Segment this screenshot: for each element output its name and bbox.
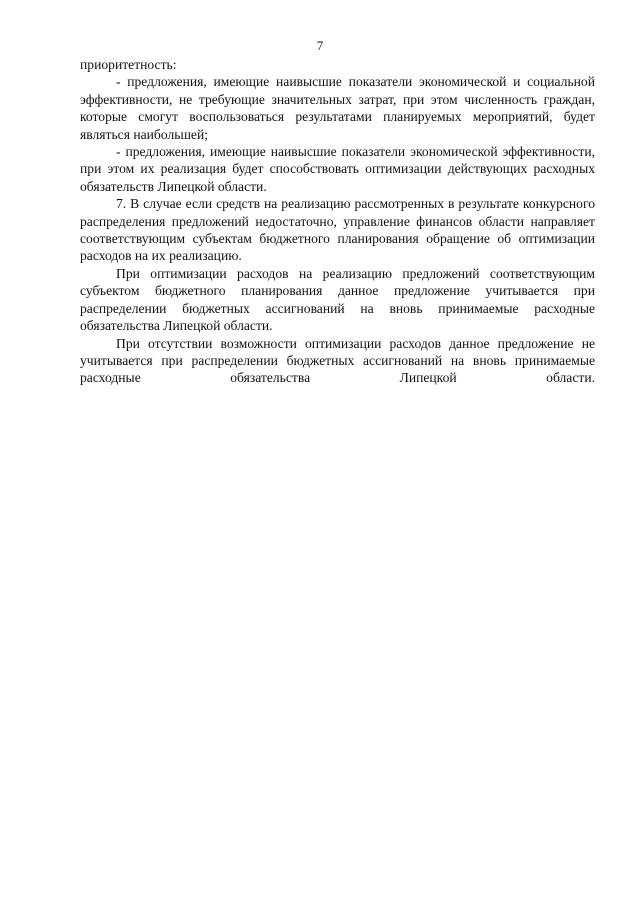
paragraph-clause-7: 7. В случае если средств на реализацию рассмотренных в результате конкурсного распределения предложений недостаточно, управление финансов области направляет соответствующим субъектам бюджетного планирования обращение об оптимизации расходов на их реализацию.	[80, 196, 595, 264]
page-number: 7	[316, 38, 324, 53]
paragraph-economic-efficiency: - предложения, имеющие наивысшие показатели экономической эффективности, при этом их реализация будет способствовать оптимизации действующих расходных обязательств Липецкой области.	[80, 144, 595, 194]
paragraph-priority-label: приоритетность:	[80, 57, 177, 72]
paragraph-social-efficiency: - предложения, имеющие наивысшие показатели экономической и социальной эффективности, не требующие значительных затрат, при этом численность граждан, которые смогут воспользоваться результатами планируемых мероприятий, будет являться наибольшей;	[80, 74, 595, 142]
paragraph-no-optimization: При отсутствии возможности оптимизации расходов данное предложение не учитывается при распределении бюджетных ассигнований на вновь принимаемые расходные обязательства Липецкой области.	[80, 335, 595, 386]
paragraph-optimization: При оптимизации расходов на реализацию предложений соответствующим субъектом бюджетного планирования данное предложение учитывается при распределении бюджетных ассигнований на вновь принимаемые расходные обязательства Липецкой области.	[80, 265, 595, 334]
document-body	[80, 56, 595, 387]
